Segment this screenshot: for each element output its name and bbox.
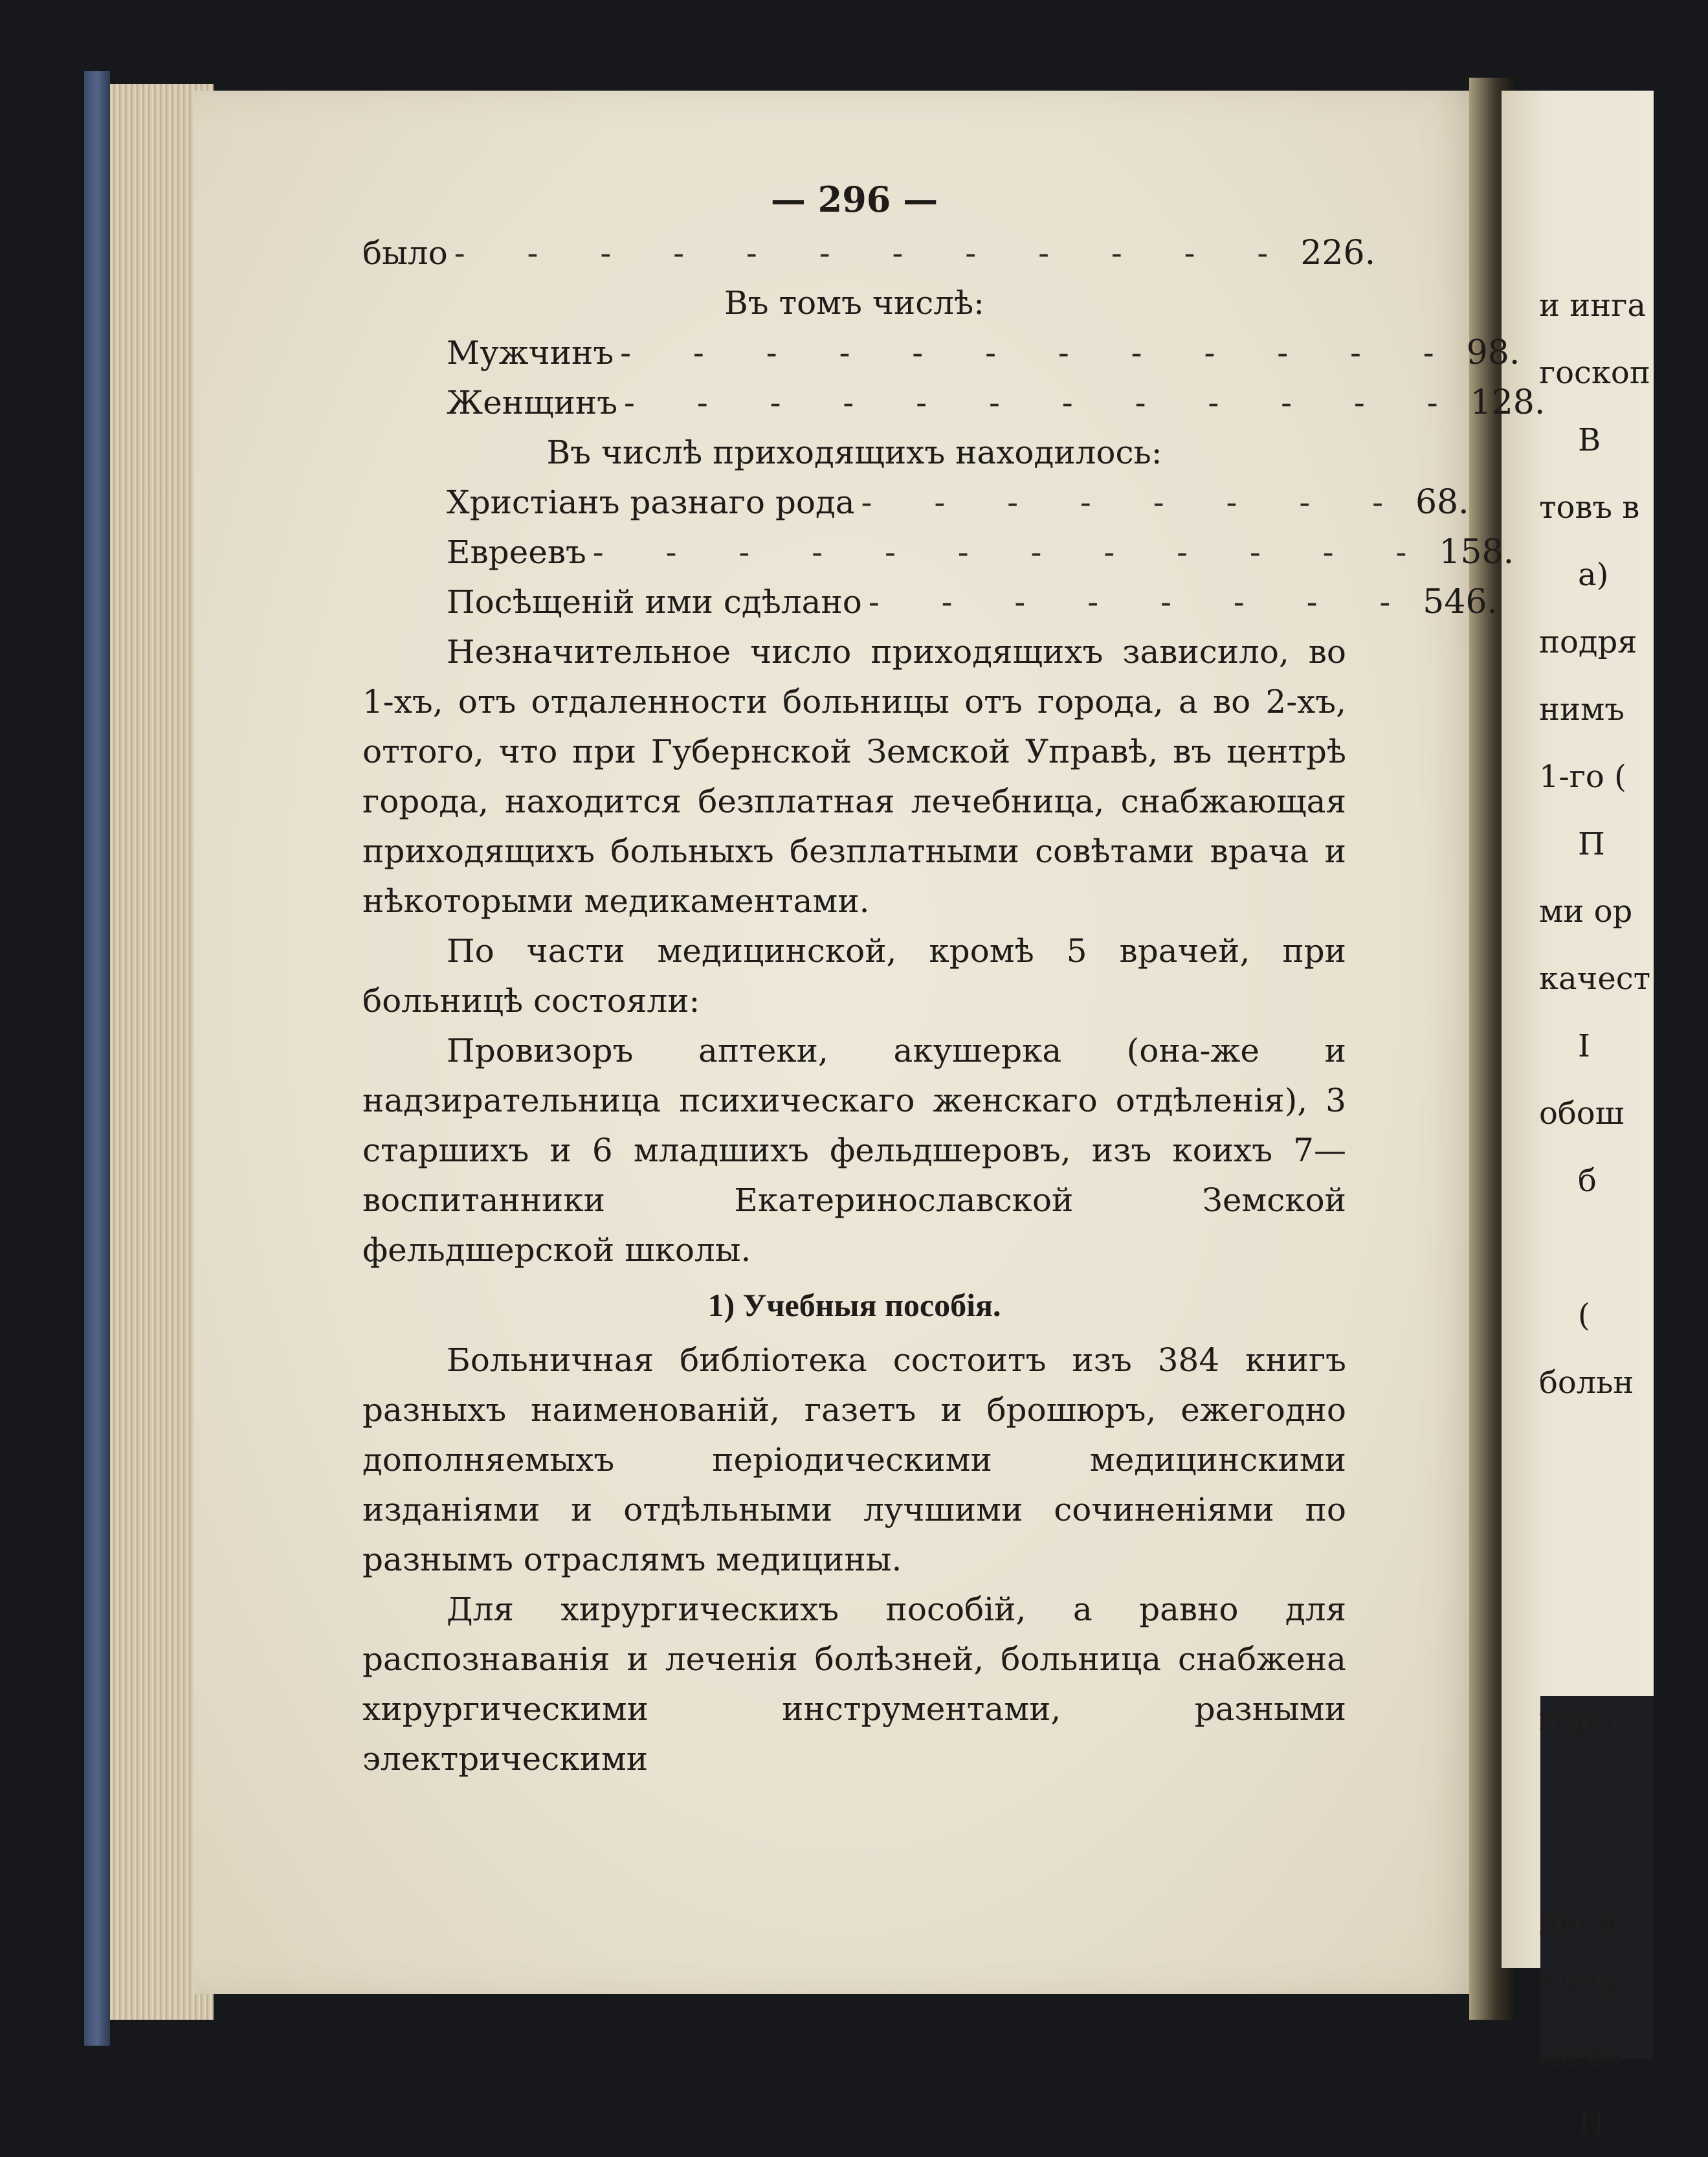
right-fragment: горо: [1539, 1701, 1613, 1738]
right-fragment: товъ в: [1539, 489, 1640, 526]
lead-row-value: 226.: [1300, 234, 1376, 273]
right-fragment: [1539, 1551, 1656, 1618]
right-fragment: 1-го (: [1539, 759, 1626, 795]
visitor-row: [447, 577, 1498, 627]
right-fragment: качест: [1539, 961, 1651, 997]
leader-dots: - - - - - - - - - - - -: [592, 533, 1433, 571]
right-fragment: и инга: [1539, 287, 1646, 324]
right-fragment: дней: [1539, 1903, 1618, 1939]
visitor-row: [447, 528, 1514, 577]
right-fragment: нимъ: [1539, 691, 1625, 728]
subhead-total: Въ томъ числѣ:: [724, 284, 984, 322]
page-number: — 296 —: [770, 179, 938, 220]
visitor-label: Посѣщеній ими сдѣлано: [447, 583, 862, 621]
visitor-label: Евреевъ: [447, 533, 586, 571]
visitor-value: 68.: [1415, 483, 1469, 522]
right-fragment: [1539, 1484, 1656, 1551]
gender-label: Мужчинъ: [447, 334, 614, 372]
right-page-text: [1539, 272, 1656, 2157]
left-page-text: [362, 175, 1546, 1784]
paragraph: Провизоръ аптеки, акушерка (она-же и надзирательница психическаго женскаго отдѣленія), 3 старшихъ и 6 младшихъ фельдшеровъ, изъ коихъ 7—воспитанники Екатеринославской Земской фельдшерской школы.: [362, 1032, 1346, 1269]
visitor-label: Христіанъ разнаго рода: [447, 484, 855, 521]
right-fragment: а): [1578, 557, 1609, 593]
visitor-value: 158.: [1439, 533, 1514, 572]
paragraph: Больничная библіотека состоитъ изъ 384 книгъ разныхъ наименованій, газетъ и брошюръ, ежегодно дополняемыхъ періодическими медицинскими изданіями и отдѣльными лучшими сочиненіями по разнымъ отраслямъ медицины.: [362, 1341, 1346, 1578]
visitor-value: 546.: [1423, 583, 1498, 621]
paragraph: Незначительное число приходящихъ зависило, во 1-хъ, отъ отдаленности больницы отъ города, а во 2-хъ, оттого, что при Губернской Земской Управѣ, въ центрѣ города, находится безплатная лечебница, снабжающая приходящихъ больныхъ безплатными совѣтами врача и нѣкоторыми медикаментами.: [362, 633, 1346, 920]
right-fragment: 1875: [1539, 1971, 1619, 2007]
subhead-visitors: Въ числѣ приходящихъ находилось:: [546, 434, 1162, 471]
right-fragment: [1539, 1214, 1656, 1282]
gender-row: [447, 328, 1520, 378]
right-fragment: В: [1578, 422, 1601, 458]
right-fragment: П: [1578, 826, 1605, 862]
right-fragment: (: [1578, 1297, 1590, 1334]
right-fragment: [1539, 1416, 1656, 1484]
visitor-row: [447, 478, 1469, 528]
lead-row: [362, 229, 1376, 278]
gender-value: 128.: [1470, 383, 1546, 422]
right-fragment: I: [1578, 1028, 1590, 1064]
leader-dots: - - - - - - - - - - - -: [624, 384, 1464, 421]
leader-dots: - - - - - - - - - - - -: [620, 334, 1460, 372]
right-fragment: госкоп: [1539, 355, 1650, 391]
right-fragment: [1539, 1618, 1656, 1686]
right-fragment: ми ор: [1539, 893, 1633, 930]
gender-row: [447, 378, 1546, 428]
gender-label: Женщинъ: [447, 384, 618, 421]
right-fragment: нами: [1539, 2038, 1623, 2074]
leader-dots: - - - - - - - -: [861, 484, 1409, 521]
book-cover-edge: [84, 71, 110, 2046]
lead-row-label: было: [362, 234, 448, 272]
right-fragment: обош: [1539, 1095, 1625, 1132]
paragraph: По части медицинской, кромѣ 5 врачей, при больницѣ состояли:: [362, 932, 1346, 1020]
leader-dots: - - - - - - - - - - - -: [454, 234, 1294, 272]
section-heading: 1) Учебныя пособія.: [707, 1287, 1001, 1323]
paragraph: Для хирургическихъ пособій, а равно для распознаванія и леченія болѣзней, больница снабжена хирургическими инструментами, разными электрическими: [362, 1591, 1346, 1778]
right-fragment: больн: [1539, 1365, 1634, 1401]
right-fragment: [1539, 1753, 1656, 1820]
right-fragment: [1539, 1820, 1656, 1888]
leader-dots: - - - - - - - -: [868, 583, 1417, 621]
gender-value: 98.: [1466, 333, 1520, 372]
right-fragment: П: [1578, 2105, 1605, 2141]
right-fragment: б: [1578, 1163, 1597, 1199]
right-fragment: подря: [1539, 624, 1637, 660]
